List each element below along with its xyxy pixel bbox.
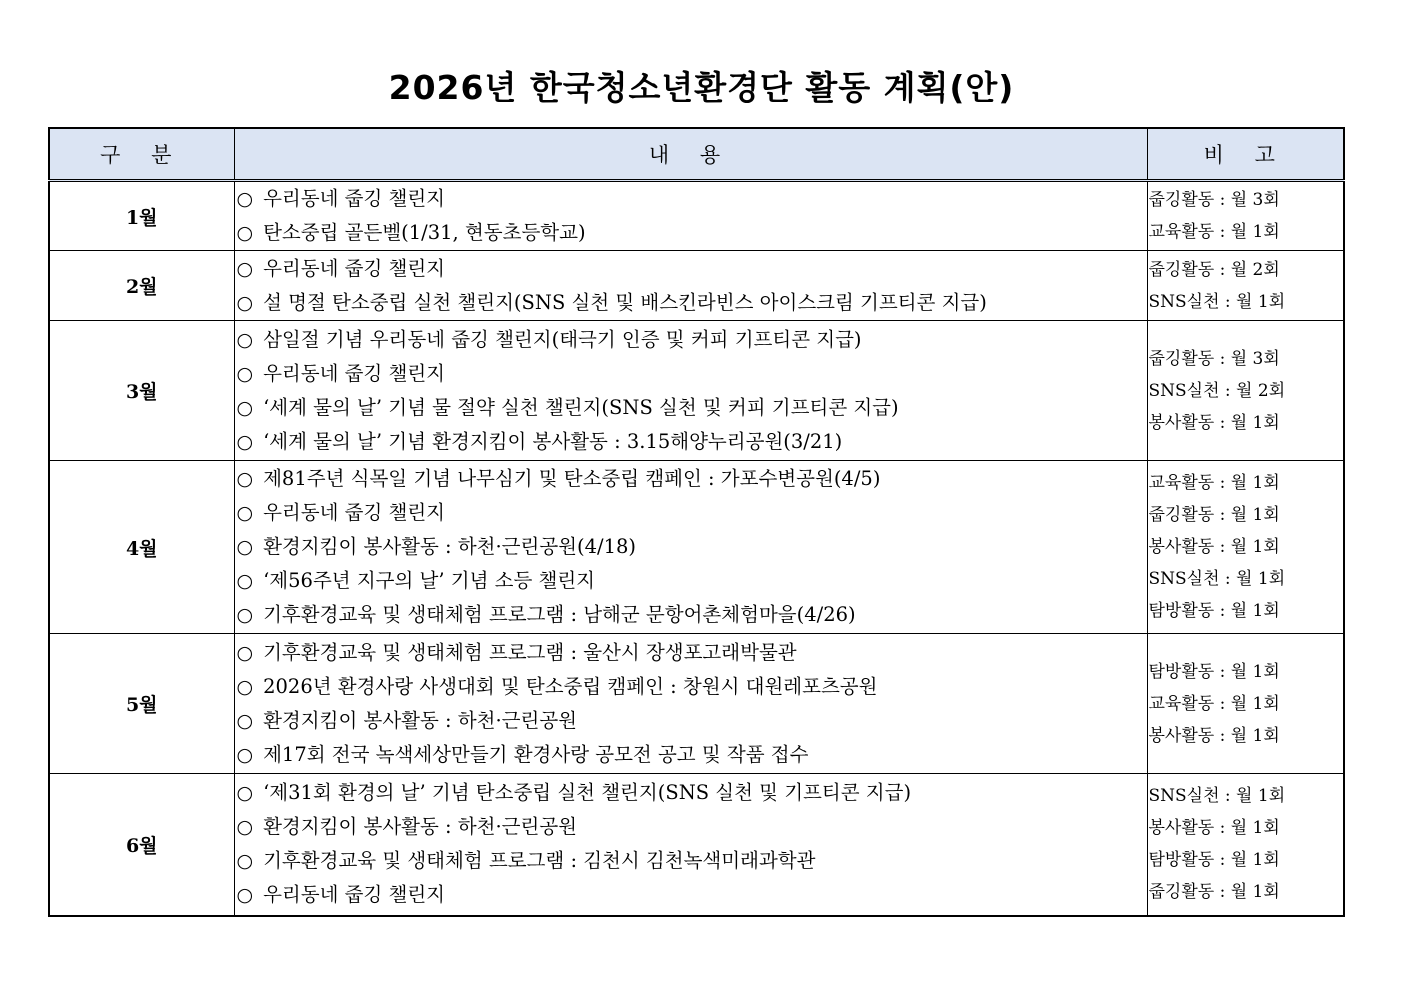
activity-text: 환경지킴이 봉사활동 : 하천·근린공원(4/18) <box>263 535 637 558</box>
content-cell <box>234 774 1147 916</box>
list-item <box>237 776 1147 810</box>
list-item <box>237 844 1147 878</box>
circle-bullet-icon: ○ <box>236 641 254 664</box>
circle-bullet-icon: ○ <box>236 222 254 244</box>
list-item <box>237 323 1147 357</box>
table-row <box>49 774 1344 916</box>
table-row <box>49 251 1344 321</box>
circle-bullet-icon: ○ <box>236 536 254 558</box>
remark-item: SNS실천 : 월 2회 <box>1148 380 1286 401</box>
activity-text: ‘세계 물의 날’ 기념 환경지킴이 봉사활동 : 3.15해양누리공원(3/21) <box>263 429 843 453</box>
circle-bullet-icon: ○ <box>236 188 254 210</box>
list-item <box>237 738 1147 772</box>
remark-item: 줍깅활동 : 월 3회 <box>1148 190 1280 210</box>
circle-bullet-icon: ○ <box>236 743 254 766</box>
activity-text: 기후환경교육 및 생태체험 프로그램 : 김천시 김천녹색미래과학관 <box>263 849 816 873</box>
content-cell <box>234 321 1147 461</box>
remark-item: 교육활동 : 월 1회 <box>1148 222 1280 242</box>
circle-bullet-icon: ○ <box>236 570 254 592</box>
remarks-cell <box>1147 461 1344 634</box>
circle-bullet-icon: ○ <box>236 604 254 626</box>
circle-bullet-icon: ○ <box>236 362 254 385</box>
activity-text: 2026년 환경사랑 사생대회 및 탄소중립 캠페인 : 창원시 대원레포츠공원 <box>263 674 878 698</box>
list-item <box>237 462 1147 496</box>
activity-text: ‘제31회 환경의 날’ 기념 탄소중립 실천 챌린지(SNS 실천 및 기프티콘 지급) <box>263 781 912 805</box>
circle-bullet-icon: ○ <box>236 257 254 280</box>
remarks-cell <box>1147 634 1344 774</box>
table-header-row <box>49 128 1344 181</box>
remark-item: SNS실천 : 월 1회 <box>1148 291 1286 312</box>
remark-item: 탐방활동 : 월 1회 <box>1148 850 1280 871</box>
remark-item: 탐방활동 : 월 1회 <box>1148 601 1280 621</box>
remark-item: 탐방활동 : 월 1회 <box>1148 661 1280 682</box>
remark-item: 줍깅활동 : 월 3회 <box>1148 348 1280 369</box>
remark-item: 봉사활동 : 월 1회 <box>1148 818 1280 839</box>
circle-bullet-icon: ○ <box>236 884 254 907</box>
remark-item: 봉사활동 : 월 1회 <box>1148 725 1280 746</box>
list-item <box>237 425 1147 459</box>
activity-text: 우리동네 줍깅 챌린지 <box>263 501 446 524</box>
circle-bullet-icon: ○ <box>236 709 254 732</box>
circle-bullet-icon: ○ <box>236 291 254 314</box>
circle-bullet-icon: ○ <box>236 850 254 873</box>
activity-text: ‘제56주년 지구의 날’ 기념 소등 챌린지 <box>263 569 596 592</box>
list-item <box>237 496 1147 530</box>
content-cell <box>234 461 1147 634</box>
month-cell: 5월 <box>49 634 234 774</box>
circle-bullet-icon: ○ <box>236 430 254 453</box>
header-category: 구 분 <box>49 128 234 181</box>
list-item <box>237 670 1147 704</box>
table-row <box>49 634 1344 774</box>
activity-text: 설 명절 탄소중립 실천 챌린지(SNS 실천 및 배스킨라빈스 아이스크림 기프티콘 지급) <box>263 290 987 314</box>
activity-plan-table <box>48 127 1345 917</box>
remark-item: 교육활동 : 월 1회 <box>1148 693 1280 714</box>
list-item <box>237 810 1147 844</box>
circle-bullet-icon: ○ <box>236 502 254 524</box>
list-item <box>237 704 1147 738</box>
list-item <box>237 564 1147 598</box>
circle-bullet-icon: ○ <box>236 782 254 805</box>
activity-text: 제81주년 식목일 기념 나무심기 및 탄소중립 캠페인 : 가포수변공원(4/5) <box>263 467 881 490</box>
header-remarks: 비 고 <box>1147 128 1344 181</box>
month-cell: 4월 <box>49 461 234 634</box>
list-item <box>237 357 1147 391</box>
month-cell: 6월 <box>49 774 234 916</box>
remark-item: 줍깅활동 : 월 1회 <box>1148 505 1280 525</box>
month-cell: 3월 <box>49 321 234 461</box>
remark-item: 봉사활동 : 월 1회 <box>1148 537 1280 557</box>
activity-text: 우리동네 줍깅 챌린지 <box>263 256 446 280</box>
list-item <box>237 391 1147 425</box>
remark-item: 줍깅활동 : 월 2회 <box>1148 259 1280 280</box>
activity-text: 삼일절 기념 우리동네 줍깅 챌린지(태극기 인증 및 커피 기프티콘 지급) <box>263 327 862 351</box>
list-item <box>237 252 1147 286</box>
header-content: 내 용 <box>234 128 1147 181</box>
remark-item: SNS실천 : 월 1회 <box>1148 786 1286 807</box>
activity-text: 기후환경교육 및 생태체험 프로그램 : 울산시 장생포고래박물관 <box>263 640 797 664</box>
activity-text: 제17회 전국 녹색세상만들기 환경사랑 공모전 공고 및 작품 접수 <box>263 742 809 766</box>
content-cell <box>234 251 1147 321</box>
list-item <box>237 286 1147 320</box>
activity-text: 환경지킴이 봉사활동 : 하천·근린공원 <box>263 708 578 732</box>
list-item <box>237 216 1147 250</box>
circle-bullet-icon: ○ <box>236 816 254 839</box>
list-item <box>237 878 1147 912</box>
list-item <box>237 598 1147 632</box>
activity-text: 우리동네 줍깅 챌린지 <box>263 187 446 210</box>
remarks-cell <box>1147 181 1344 251</box>
remark-item: 봉사활동 : 월 1회 <box>1148 412 1280 433</box>
activity-text: 우리동네 줍깅 챌린지 <box>263 883 446 907</box>
page-title: 2026년 한국청소년환경단 활동 계획(안) <box>388 68 1015 107</box>
content-cell <box>234 181 1147 251</box>
remarks-cell <box>1147 251 1344 321</box>
activity-text: ‘세계 물의 날’ 기념 물 절약 실천 챌린지(SNS 실천 및 커피 기프티콘 지급) <box>263 395 899 419</box>
remark-item: 교육활동 : 월 1회 <box>1148 473 1280 493</box>
remark-item: 줍깅활동 : 월 1회 <box>1148 882 1280 903</box>
month-cell: 1월 <box>49 181 234 251</box>
activity-text: 기후환경교육 및 생태체험 프로그램 : 남해군 문항어촌체험마을(4/26) <box>263 603 856 626</box>
circle-bullet-icon: ○ <box>236 468 254 490</box>
month-cell: 2월 <box>49 251 234 321</box>
list-item <box>237 182 1147 216</box>
remarks-cell <box>1147 774 1344 916</box>
table-row <box>49 461 1344 634</box>
remarks-cell <box>1147 321 1344 461</box>
table-row <box>49 181 1344 251</box>
content-cell <box>234 634 1147 774</box>
activity-text: 우리동네 줍깅 챌린지 <box>263 361 446 385</box>
table-row <box>49 321 1344 461</box>
circle-bullet-icon: ○ <box>236 328 254 351</box>
activity-text: 환경지킴이 봉사활동 : 하천·근린공원 <box>263 815 578 839</box>
remark-item: SNS실천 : 월 1회 <box>1148 569 1286 589</box>
activity-text: 탄소중립 골든벨(1/31, 현동초등학교) <box>263 221 586 244</box>
circle-bullet-icon: ○ <box>236 396 254 419</box>
list-item <box>237 636 1147 670</box>
list-item <box>237 530 1147 564</box>
circle-bullet-icon: ○ <box>236 675 254 698</box>
